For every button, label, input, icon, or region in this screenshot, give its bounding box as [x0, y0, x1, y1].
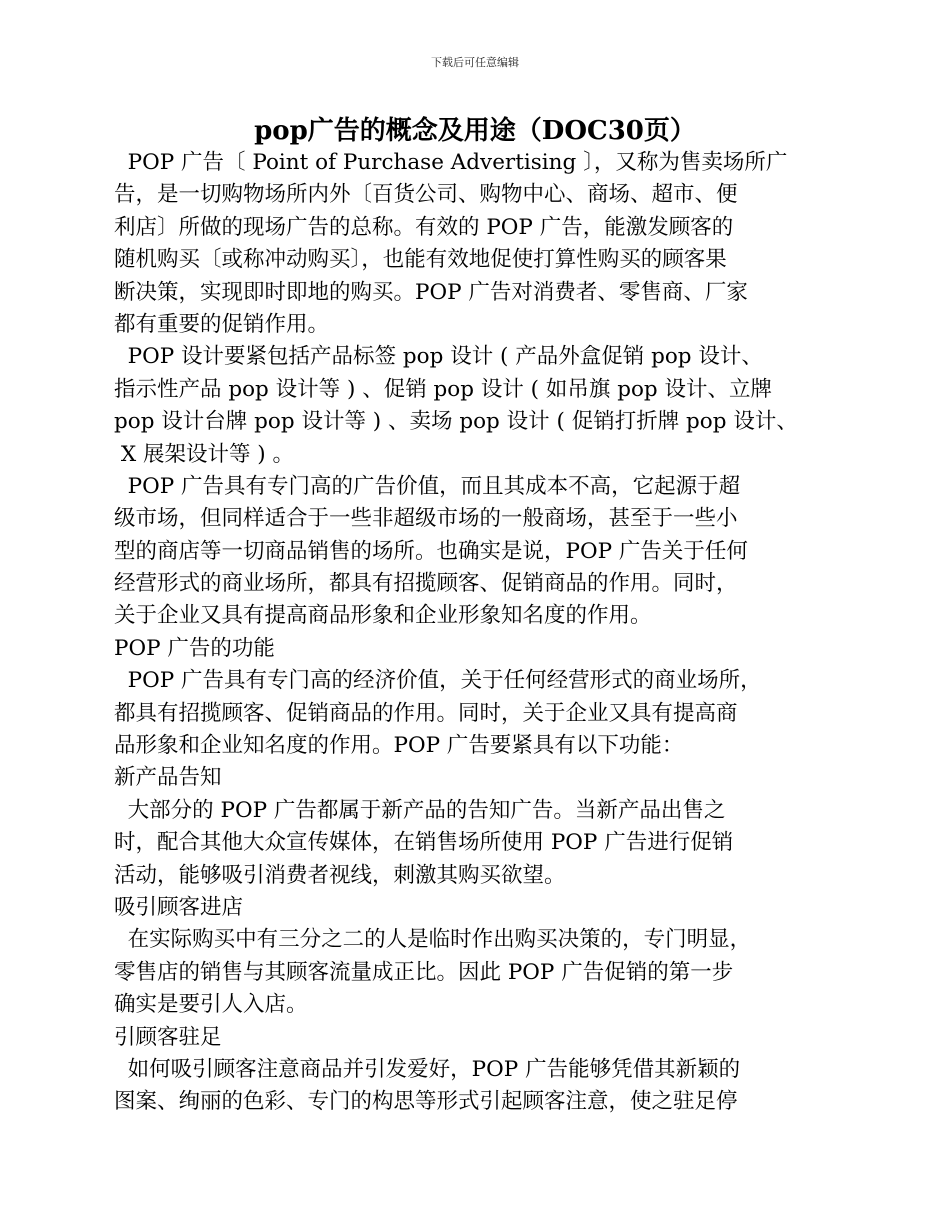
- body-line: POP 设计要紧包括产品标签 pop 设计 ( 产品外盒促销 pop 设计、: [114, 344, 763, 370]
- body-line: 如何吸引顾客注意商品并引发爱好，POP 广告能够凭借其新颖的: [114, 1056, 741, 1082]
- body-line: 活动，能够吸引消费者视线，刺激其购买欲望。: [114, 862, 566, 888]
- section-heading: 引顾客驻足: [114, 1024, 222, 1050]
- body-line: pop 设计台牌 pop 设计等 ) 、卖场 pop 设计 ( 促销打折牌 pop 设计、: [114, 409, 798, 435]
- body-line: POP 广告〔 Point of Purchase Advertising 〕，又称为售卖场所广: [114, 150, 788, 175]
- body-line: 指示性产品 pop 设计等 ) 、促销 pop 设计 ( 如吊旗 pop 设计、立牌: [114, 376, 773, 402]
- body-line: 随机购买〔或称冲动购买〕，也能有效地促使打算性购买的顾客果: [114, 247, 727, 273]
- body-line: 零售店的销售与其顾客流量成正比。因此 POP 广告促销的第一步: [114, 959, 734, 985]
- body-line: 型的商店等一切商品销售的场所。也确实是说，POP 广告关于任何: [114, 538, 748, 564]
- document-body: [114, 147, 844, 1119]
- body-line: 确实是要引人入店。: [114, 992, 308, 1018]
- body-line: 大部分的 POP 广告都属于新产品的告知广告。当新产品出售之: [114, 797, 726, 823]
- body-line: 品形象和企业知名度的作用。POP 广告要紧具有以下功能：: [114, 733, 684, 759]
- body-line: 告，是一切购物场所内外〔百货公司、购物中心、商场、超市、便: [114, 182, 738, 208]
- body-line: 在实际购买中有三分之二的人是临时作出购买决策的，专门明显，: [114, 927, 752, 953]
- body-line: 断决策，实现即时即地的购买。POP 广告对消费者、零售商、厂家: [114, 279, 748, 305]
- body-line: 关于企业又具有提高商品形象和企业形象知名度的作用。: [114, 603, 652, 629]
- section-heading: 新产品告知: [114, 765, 222, 791]
- body-line: 利店〕所做的现场广告的总称。有效的 POP 广告，能激发顾客的: [114, 214, 734, 240]
- section-heading: POP 广告的功能: [114, 635, 275, 661]
- body-line: 图案、绚丽的色彩、专门的构思等形式引起顾客注意，使之驻足停: [114, 1089, 738, 1115]
- body-line: 时，配合其他大众宣传媒体，在销售场所使用 POP 广告进行促销: [114, 830, 734, 856]
- body-line: X 展架设计等 ) 。: [114, 441, 295, 467]
- body-line: 级市场，但同样适合于一些非超级市场的一般商场，甚至于一些小: [114, 506, 738, 532]
- document-title: pop广告的概念及用途（DOC30页）: [254, 116, 696, 146]
- body-line: 都具有招揽顾客、促销商品的作用。同时，关于企业又具有提高商: [114, 700, 738, 726]
- body-line: 都有重要的促销作用。: [114, 311, 330, 337]
- body-line: POP 广告具有专门高的广告价值，而且其成本不高，它起源于超: [114, 473, 741, 499]
- section-heading: 吸引顾客进店: [114, 894, 244, 920]
- body-line: 经营形式的商业场所，都具有招揽顾客、促销商品的作用。同时，: [114, 571, 738, 597]
- body-line: POP 广告具有专门高的经济价值，关于任何经营形式的商业场所，: [114, 668, 762, 694]
- page-header-note: 下载后可任意编辑: [431, 56, 519, 69]
